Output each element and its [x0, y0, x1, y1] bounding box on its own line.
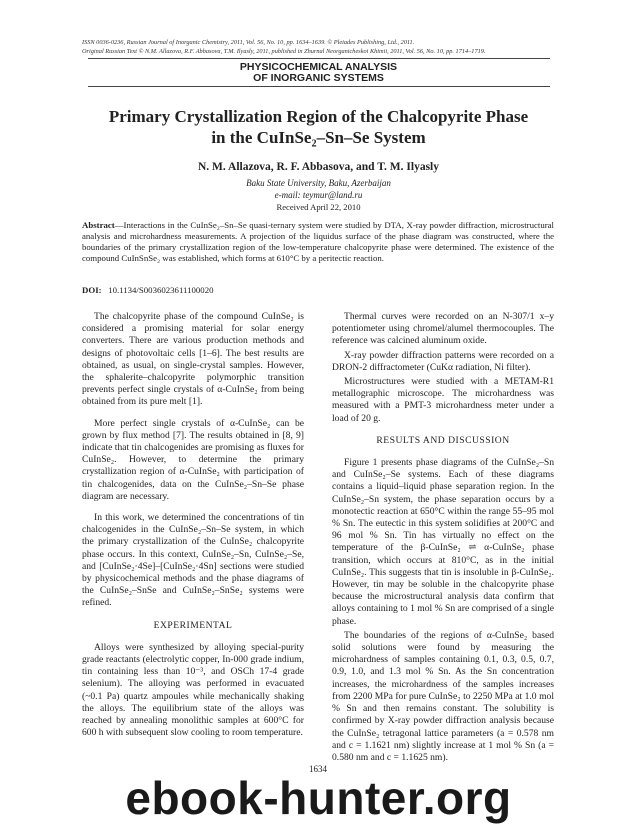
- section-title-line-2: OF INORGANIC SYSTEMS: [253, 72, 384, 84]
- paragraph: The chalcopyrite phase of the compound CuInSe₂ is considered a promising material for solar energy converters. There are various production methods and designs of photovoltaic cells [1–6]. The best results are obtained, as usual, on single-crystal samples. However, the sphalerite–chalcopyrite polymorphic transition prevents perfect single crystals of α-CuInSe₂ from being obtained from its pure melt [1].: [82, 311, 304, 408]
- header-line-1: ISSN 0036-0236, Russian Journal of Inorganic Chemistry, 2011, Vol. 56, No. 10, pp. 1634–1639. © Pleiades Publishing, Ltd., 2011.: [82, 39, 415, 46]
- header-line-2: Original Russian Text © N.M. Allazova, R.F. Abbasova, T.M. Ilyasly, 2011, published in Zhurnal Neorganicheskoi Khimii, 2011, Vol. 56, No. 10, pp. 1714–1719.: [82, 48, 486, 55]
- section-rule: [88, 86, 550, 87]
- abstract: [82, 220, 554, 264]
- paragraph: Figure 1 presents phase diagrams of the CuInSe₂–Sn and CuInSe₂–Se systems. Each of these diagrams contains a liquid–liquid phase separation region. In the CuInSe₂–Sn system, the phase separation occurs by a monotectic reaction at 650°C within the range 55–95 mol % Sn. The eutectic in this system solidifies at 200°C and 96 mol % Sn. Tin has virtually no effect on the temperature of the β-CuInSe₂ ⇌ α-CuInSe₂ phase transition, which occurs at 810°C, as in the initial CuInSe₂. This suggests that tin is insoluble in β-CuInSe₂. However, tin may be soluble in the chalcopyrite phase because the microstructural analysis data confirm that alloys containing to 1 mol % Sn are comprised of a single phase.: [332, 457, 554, 627]
- paragraph: More perfect single crystals of α-CuInSe₂ can be grown by flux method [7]. The results obtained in [8, 9] indicate that tin chalcogenides are promising as fluxes for CuInSe₂. However, to determine the primary crystallization region of α-CuInSe₂ with participation of tin chalcogenides, data on the CuInSe₂–Sn–Se phase diagram are necessary.: [82, 417, 304, 502]
- doi-value[interactable]: 10.1134/S0036023611100020: [108, 285, 214, 295]
- paragraph: Thermal curves were recorded on an N-307/1 x–y potentiometer using chromel/alumel thermocouples. The reference was calcined aluminum oxide.: [332, 311, 554, 347]
- paragraph: X-ray powder diffraction patterns were recorded on a DRON-2 diffractometer (CuKα radiation, Ni filter).: [332, 349, 554, 373]
- affiliation: Baku State University, Baku, Azerbaijan: [246, 178, 391, 188]
- page-number: 1634: [309, 764, 327, 774]
- article-title-line-2: in the CuInSe₂–Sn–Se System: [211, 128, 426, 147]
- paragraph: The boundaries of the regions of α-CuInSe₂ based solid solutions were found by measuring the microhardness of samples containing 0.1, 0.3, 0.5, 0.7, 0.9, 1.0, and 1.3 mol % Sn. As the Sn concentration increases, the microhardness of the samples increases from 2200 MPa for pure CuInSe₂ to 2250 MPa at 1.0 mol % Sn and then remains constant. The solubility is confirmed by X-ray powder diffraction analysis because the CuInSe₂ tetragonal lattice parameters (a = 0.578 nm and c = 1.1621 nm) slightly increase at 1 mol % Sn (a = 0.580 nm and c = 1.1625 nm).: [332, 629, 554, 763]
- journal-header: [82, 38, 485, 56]
- left-column: [82, 311, 304, 749]
- paragraph: Alloys were synthesized by alloying special-purity grade reactants (electrolytic copper, In-000 grade indium, tin containing less than 10⁻³, and OSCh 17-4 grade selenium). The alloying was performed in evacuated (~0.1 Pa) quartz ampoules while mechanically shaking the alloys. The equilibrium state of the alloys was reached by annealing monolithic samples at 600°C for 600 h with subsequent slow cooling to room temperature.: [82, 641, 304, 739]
- section-heading-experimental: EXPERIMENTAL: [153, 619, 233, 631]
- paragraph: In this work, we determined the concentrations of tin chalcogenides in the CuInSe₂–Sn–Se system, in which the primary crystallization of the CuInSe₂ chalcopyrite phase occurs. In this context, CuInSe₂–Sn, CuInSe₂–Se, and [CuInSe₂·4Se]–[CuInSe₂·4Sn] sections were studied by physicochemical methods and the phase diagrams of the CuInSe₂–SnSe and CuInSe₂–SnSe₂ systems were refined.: [82, 512, 304, 609]
- watermark: ebook-hunter.org: [125, 772, 512, 824]
- authors: N. M. Allazova, R. F. Abbasova, and T. M. Ilyasly: [197, 161, 439, 173]
- article-title-line-1: Primary Crystallization Region of the Chalcopyrite Phase: [108, 107, 529, 126]
- doi-label: DOI:: [82, 285, 102, 295]
- abstract-label: Abstract: [82, 220, 115, 230]
- section-heading-results: RESULTS AND DISCUSSION: [376, 434, 510, 446]
- received-date: Received April 22, 2010: [276, 202, 361, 212]
- paragraph: Microstructures were studied with a METAM-R1 metallographic microscope. The microhardness was measured with a PMT-3 microhardness meter under a load of 20 g.: [332, 376, 554, 424]
- doi: [82, 285, 214, 295]
- top-rule: [88, 58, 550, 59]
- right-column: [332, 311, 554, 773]
- email: e-mail: teymur@land.ru: [274, 190, 363, 200]
- abstract-text: —Interactions in the CuInSe₂–Sn–Se quasi-ternary system were studied by DTA, X-ray powder diffraction, microstructural analysis and microhardness measurements. A projection of the liquidus surface of the phase diagram was constructed, where the boundaries of the primary crystallization region of the low-temperature chalcopyrite phase were determined. The existence of the compound CuInSnSe₂ was established, which forms at 610°C by a peritectic reaction.: [82, 220, 554, 263]
- section-title-line-1: PHYSICOCHEMICAL ANALYSIS: [239, 61, 398, 73]
